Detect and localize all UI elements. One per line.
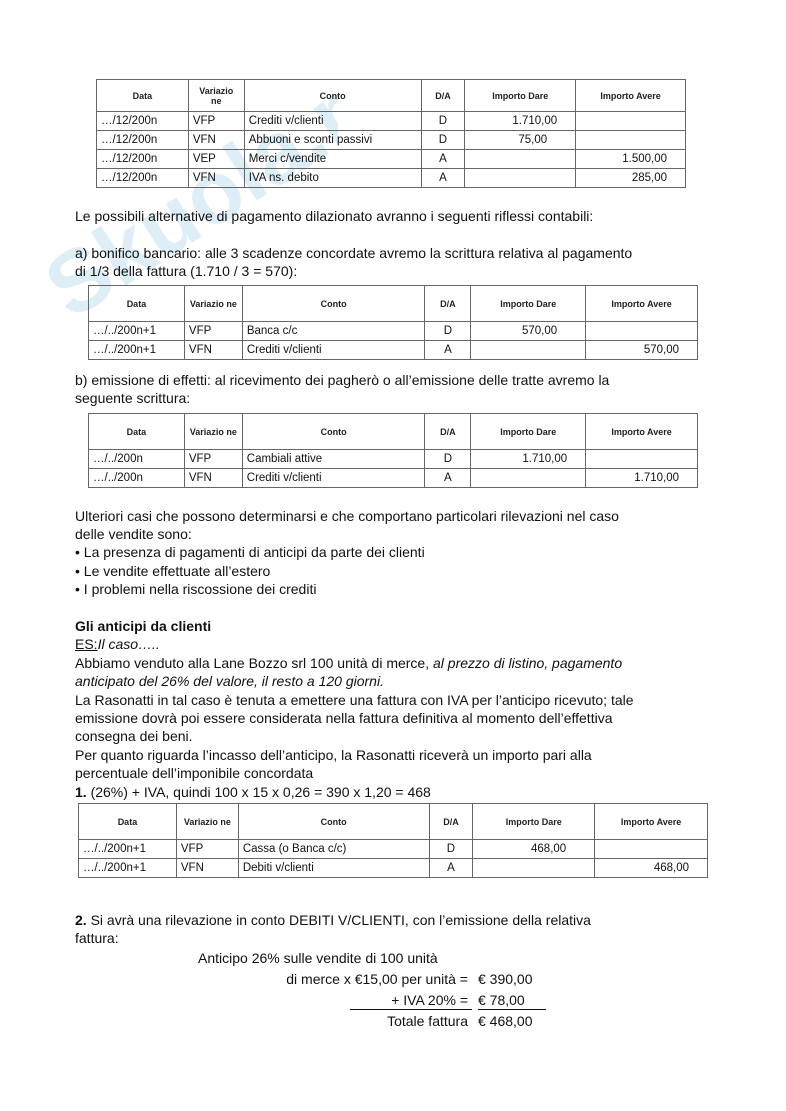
bullet-item: • Le vendite effettuate all’estero <box>75 563 271 579</box>
paragraph-effetti-line2: seguente scrittura: <box>75 390 191 406</box>
ledger-table-3 <box>88 413 698 488</box>
cell-conto: Abbuoni e sconti passivi <box>244 131 421 150</box>
paragraph-incasso-line2: percentuale dell’imponibile concordata <box>75 765 314 781</box>
table-row <box>97 131 686 150</box>
cell-dare: 75,00 <box>465 131 576 150</box>
ledger-table-1 <box>96 79 686 188</box>
cell-da: A <box>429 859 473 878</box>
bullet-icon: • <box>75 563 84 579</box>
header-importo-avere: Importo Avere <box>595 804 708 840</box>
cell-dare: 1.710,00 <box>471 450 586 469</box>
cell-da: A <box>421 150 465 169</box>
watermark-text: Skuola.net <box>27 95 338 325</box>
table-row <box>89 322 698 341</box>
table-header-row <box>97 80 686 112</box>
cell-avere: 1.710,00 <box>586 469 698 488</box>
cell-dare <box>465 169 576 188</box>
step-2-line1: 2. Si avrà una rilevazione in conto DEBITI V/CLIENTI, con l’emissione della relativa <box>75 912 591 928</box>
cell-dare <box>471 341 586 360</box>
cell-data: …/../200n+1 <box>89 341 185 360</box>
cell-da: D <box>425 450 471 469</box>
header-importo-avere: Importo Avere <box>586 414 698 450</box>
table-row <box>97 150 686 169</box>
cell-conto: Crediti v/clienti <box>244 112 421 131</box>
calc-line4-value: € 468,00 <box>478 1013 533 1029</box>
paragraph-effetti-line1: b) emissione di effetti: al ricevimento dei pagherò o all’emissione delle tratte avremo la <box>75 372 610 388</box>
cell-avere: 285,00 <box>576 169 686 188</box>
cell-da: D <box>421 131 465 150</box>
paragraph-rasonatti-line3: consegna dei beni. <box>75 728 193 744</box>
bullet-item: • La presenza di pagamenti di anticipi da parte dei clienti <box>75 544 425 560</box>
header-data: Data <box>79 804 177 840</box>
example-title: Il caso….. <box>97 636 160 652</box>
cell-da: A <box>425 469 471 488</box>
cell-var: VFN <box>188 131 244 150</box>
table-row <box>89 341 698 360</box>
step-1-line: 1. (26%) + IVA, quindi 100 x 15 x 0,26 = 390 x 1,20 = 468 <box>75 784 431 800</box>
cell-data: …/12/200n <box>97 131 189 150</box>
bullet-icon: • <box>75 581 84 597</box>
example-label: ES: <box>75 636 98 652</box>
cell-dare: 1.710,00 <box>465 112 576 131</box>
cell-avere <box>576 112 686 131</box>
cell-da: D <box>421 112 465 131</box>
header-data: Data <box>89 414 185 450</box>
cell-avere <box>595 840 708 859</box>
header-importo-dare: Importo Dare <box>471 286 586 322</box>
header-importo-dare: Importo Dare <box>471 414 586 450</box>
cell-var: VFP <box>188 112 244 131</box>
cell-data: …/../200n+1 <box>79 859 177 878</box>
step-1-number: 1. <box>75 784 87 800</box>
cell-data: …/../200n+1 <box>79 840 177 859</box>
cell-avere: 468,00 <box>595 859 708 878</box>
header-conto: Conto <box>238 804 429 840</box>
cell-da: A <box>421 169 465 188</box>
cell-avere: 1.500,00 <box>576 150 686 169</box>
cell-var: VFP <box>176 840 238 859</box>
table-row <box>79 840 708 859</box>
step-2-line2: fattura: <box>75 930 119 946</box>
table-header-row <box>79 804 708 840</box>
table-header-row <box>89 414 698 450</box>
cell-conto: Cambiali attive <box>242 450 425 469</box>
paragraph-bonifico-line1: a) bonifico bancario: alle 3 scadenze concordate avremo la scrittura relativa al pagamento <box>75 245 633 261</box>
cell-data: …/12/200n <box>97 169 189 188</box>
header-da: D/A <box>421 80 465 112</box>
cell-conto: Debiti v/clienti <box>238 859 429 878</box>
section-heading: Gli anticipi da clienti <box>75 618 212 634</box>
cell-dare: 570,00 <box>471 322 586 341</box>
cell-dare <box>473 859 595 878</box>
table-header-row <box>89 286 698 322</box>
cell-var: VFN <box>184 469 242 488</box>
cell-da: A <box>425 341 471 360</box>
cell-conto: Crediti v/clienti <box>242 341 425 360</box>
paragraph-rasonatti-line1: La Rasonatti in tal caso è tenuta a emettere una fattura con IVA per l’anticipo ricevuto; tale <box>75 692 634 708</box>
cell-da: D <box>425 322 471 341</box>
cell-data: …/../200n <box>89 469 185 488</box>
paragraph-bonifico-line2: di 1/3 della fattura (1.710 / 3 = 570): <box>75 263 298 279</box>
paragraph-ulteriori-line2: delle vendite sono: <box>75 526 192 542</box>
bullet-icon: • <box>75 544 84 560</box>
paragraph-venduto-line1: Abbiamo venduto alla Lane Bozzo srl 100 unità di merce, al prezzo di listino, pagamento <box>75 655 623 671</box>
ledger-table-2 <box>88 285 698 360</box>
table-row <box>97 112 686 131</box>
cell-data: …/12/200n <box>97 112 189 131</box>
bullet-item: • I problemi nella riscossione dei crediti <box>75 581 317 597</box>
cell-var: VFP <box>184 322 242 341</box>
cell-da: D <box>429 840 473 859</box>
cell-var: VEP <box>188 150 244 169</box>
cell-avere <box>576 131 686 150</box>
calc-line1: Anticipo 26% sulle vendite di 100 unità <box>198 950 438 966</box>
cell-conto: Crediti v/clienti <box>242 469 425 488</box>
cell-data: …/../200n+1 <box>89 322 185 341</box>
header-importo-dare: Importo Dare <box>473 804 595 840</box>
header-variazione: Variazio ne <box>188 80 244 112</box>
cell-dare <box>465 150 576 169</box>
calc-line3-value: € 78,00 <box>478 991 546 1010</box>
cell-avere: 570,00 <box>586 341 698 360</box>
cell-conto: Banca c/c <box>242 322 425 341</box>
header-data: Data <box>89 286 185 322</box>
header-conto: Conto <box>242 286 425 322</box>
header-conto: Conto <box>244 80 421 112</box>
header-da: D/A <box>425 286 471 322</box>
header-data: Data <box>97 80 189 112</box>
table-row <box>97 169 686 188</box>
calc-total-rule <box>350 1009 472 1010</box>
cell-data: …/12/200n <box>97 150 189 169</box>
cell-dare: 468,00 <box>473 840 595 859</box>
cell-conto: Merci c/vendite <box>244 150 421 169</box>
paragraph-ulteriori-line1: Ulteriori casi che possono determinarsi e che comportano particolari rilevazioni nel caso <box>75 508 619 524</box>
header-da: D/A <box>425 414 471 450</box>
table-row <box>89 450 698 469</box>
header-conto: Conto <box>242 414 425 450</box>
table-row <box>79 859 708 878</box>
header-da: D/A <box>429 804 473 840</box>
cell-conto: IVA ns. debito <box>244 169 421 188</box>
cell-data: …/../200n <box>89 450 185 469</box>
step-2-number: 2. <box>75 912 87 928</box>
cell-avere <box>586 450 698 469</box>
header-importo-dare: Importo Dare <box>465 80 576 112</box>
header-variazione: Variazio ne <box>184 286 242 322</box>
cell-dare <box>471 469 586 488</box>
cell-var: VFN <box>184 341 242 360</box>
header-variazione: Variazio ne <box>176 804 238 840</box>
cell-avere <box>586 322 698 341</box>
header-importo-avere: Importo Avere <box>576 80 686 112</box>
paragraph-alternatives: Le possibili alternative di pagamento dilazionato avranno i seguenti riflessi contabili: <box>75 208 594 224</box>
paragraph-rasonatti-line2: emissione dovrà poi essere considerata nella fattura definitiva al momento dell’effettiva <box>75 710 613 726</box>
paragraph-incasso-line1: Per quanto riguarda l’incasso dell’anticipo, la Rasonatti riceverà un importo pari alla <box>75 747 592 763</box>
table-row <box>89 469 698 488</box>
cell-var: VFP <box>184 450 242 469</box>
cell-var: VFN <box>188 169 244 188</box>
ledger-table-4 <box>78 803 708 878</box>
paragraph-venduto-line2: anticipato del 26% del valore, il resto a 120 giorni. <box>75 673 384 689</box>
header-importo-avere: Importo Avere <box>586 286 698 322</box>
cell-var: VFN <box>176 859 238 878</box>
example-line <box>75 635 160 653</box>
calc-line2-value: € 390,00 <box>478 971 533 987</box>
cell-conto: Cassa (o Banca c/c) <box>238 840 429 859</box>
header-variazione: Variazio ne <box>184 414 242 450</box>
